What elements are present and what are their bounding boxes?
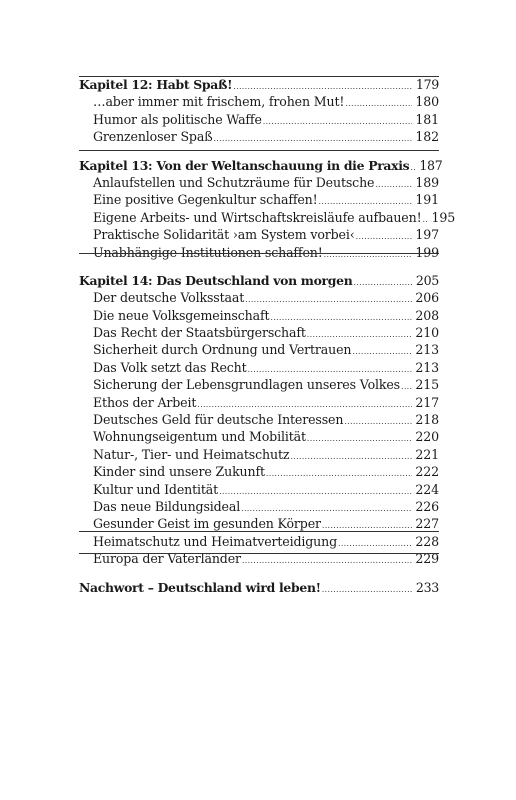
entry-title: Gesunder Geist im gesunden Körper <box>93 516 321 532</box>
entry-title: Anlaufstellen und Schutzräume für Deutsche <box>93 174 375 190</box>
dot-leader <box>219 483 412 500</box>
chapter-title: Kapitel 14: Das Deutschland von morgen <box>79 272 353 288</box>
entry-title: Europa der Vaterländer <box>93 551 241 567</box>
toc-chapter-heading[interactable] <box>79 579 439 596</box>
toc-chapter-heading[interactable] <box>79 157 443 174</box>
toc-entry[interactable] <box>79 394 439 411</box>
dot-leader <box>263 113 413 130</box>
dot-leader <box>242 552 413 569</box>
page-number: 226 <box>415 498 439 514</box>
page-number: 233 <box>415 579 439 595</box>
chapter-title: Kapitel 12: Habt Spaß! <box>79 77 233 92</box>
entry-title: Humor als politische Waffe <box>93 111 262 127</box>
dot-leader <box>353 274 412 291</box>
page-number: 180 <box>415 94 439 110</box>
page-number: 182 <box>415 129 439 145</box>
page-number: 213 <box>415 359 439 375</box>
page-number: 228 <box>415 533 439 549</box>
entry-title: Heimatschutz und Heimatverteidigung <box>93 533 337 549</box>
page-number: 220 <box>415 429 439 445</box>
dot-leader <box>290 448 412 465</box>
toc-afterword <box>79 579 439 596</box>
dot-leader <box>344 413 412 430</box>
toc-entry[interactable] <box>79 359 439 376</box>
entry-title: Kultur und Identität <box>93 481 219 497</box>
dot-leader <box>356 228 413 245</box>
page-number: 218 <box>415 412 439 428</box>
dot-leader <box>375 176 412 193</box>
entry-title: Deutsches Geld für deutsche Interessen <box>93 412 344 428</box>
toc-chapter-heading[interactable] <box>79 272 439 289</box>
toc-chapter-12 <box>79 76 439 146</box>
page-number: 208 <box>415 307 439 323</box>
toc-entry[interactable] <box>79 128 439 145</box>
page-number: 187 <box>419 157 443 173</box>
toc-entry[interactable] <box>79 411 439 428</box>
entry-title: Kinder sind unsere Zukunft <box>93 464 265 480</box>
entry-title: Sicherung der Lebensgrundlagen unseres Volkes <box>93 377 400 393</box>
page-number: 221 <box>415 446 439 462</box>
dot-leader <box>245 291 412 308</box>
toc-entry[interactable] <box>79 376 439 393</box>
page-number: 199 <box>415 244 439 260</box>
dot-leader <box>324 246 413 263</box>
toc-entry[interactable] <box>79 307 439 324</box>
toc-entry[interactable] <box>79 191 439 208</box>
entry-title: Der deutsche Volksstaat <box>93 290 245 306</box>
divider-rule <box>79 253 439 254</box>
dot-leader <box>401 378 412 395</box>
page-number: 197 <box>415 227 439 243</box>
chapter-title: Nachwort – Deutschland wird leben! <box>79 579 321 595</box>
entry-title: Grenzenloser Spaß <box>93 129 213 145</box>
toc-entry[interactable] <box>79 111 439 128</box>
page-number: 195 <box>431 209 456 225</box>
dot-leader <box>213 130 412 147</box>
entry-title: Eine positive Gegenkultur schaffen! <box>93 192 318 208</box>
toc-entry[interactable] <box>79 481 439 498</box>
chapter-title: Kapitel 13: Von der Weltanschauung in die Praxis <box>79 157 410 173</box>
entry-title: Wohnungseigentum und Mobilität <box>93 429 306 445</box>
dot-leader <box>345 95 412 112</box>
entry-title: Unabhängige Institutionen schaffen! <box>93 244 323 260</box>
toc-chapter-heading[interactable] <box>79 76 439 93</box>
toc-entry[interactable] <box>79 174 439 191</box>
dot-leader <box>266 465 413 482</box>
page-number: 205 <box>415 272 439 288</box>
page-number: 217 <box>415 394 439 410</box>
table-of-contents <box>79 76 456 607</box>
page-number: 189 <box>415 174 439 190</box>
page-number: 227 <box>415 516 439 532</box>
dot-leader <box>352 343 412 360</box>
page-number: 215 <box>415 377 439 393</box>
entry-title: Ethos der Arbeit <box>93 394 197 410</box>
entry-title: Praktische Solidarität ›am System vorbei‹ <box>93 227 355 243</box>
page-number: 206 <box>415 290 439 306</box>
entry-title: Sicherheit durch Ordnung und Vertrauen <box>93 342 352 358</box>
entry-title: …aber immer mit frischem, frohen Mut! <box>93 94 345 110</box>
toc-entry[interactable] <box>79 209 456 226</box>
divider-rule <box>79 531 439 532</box>
toc-entry[interactable] <box>79 93 439 110</box>
dot-leader <box>338 535 412 552</box>
page-number: 181 <box>415 111 439 127</box>
dot-leader <box>307 430 413 447</box>
page-number: 210 <box>415 325 439 341</box>
toc-entry[interactable] <box>79 341 439 358</box>
page-number: 222 <box>415 464 439 480</box>
bottom-rule <box>79 553 439 554</box>
toc-chapter-14 <box>79 272 439 568</box>
toc-entry[interactable] <box>79 446 439 463</box>
entry-title: Das Volk setzt das Recht <box>93 359 247 375</box>
toc-entry[interactable] <box>79 289 439 306</box>
toc-entry[interactable] <box>79 533 439 550</box>
entry-title: Die neue Volksgemeinschaft <box>93 307 270 323</box>
page-number: 229 <box>415 551 439 567</box>
page-number: 213 <box>415 342 439 358</box>
page-number: 224 <box>415 481 439 497</box>
dot-leader <box>322 581 413 598</box>
page-number: 191 <box>415 192 439 208</box>
toc-entry[interactable] <box>79 324 439 341</box>
divider-rule <box>79 150 439 151</box>
entry-title: Das Recht der Staatsbürgerschaft <box>93 325 306 341</box>
entry-title: Das neue Bildungsideal <box>93 498 241 514</box>
entry-title: Natur-, Tier- und Heimatschutz <box>93 446 290 462</box>
toc-entry[interactable] <box>79 428 439 445</box>
toc-chapter-13 <box>79 157 456 261</box>
toc-entry[interactable] <box>79 498 439 515</box>
page-number: 179 <box>415 77 439 92</box>
toc-entry[interactable] <box>79 463 439 480</box>
toc-entry[interactable] <box>79 226 439 243</box>
entry-title: Eigene Arbeits- und Wirtschaftskreisläufe aufbauen! <box>93 209 422 225</box>
